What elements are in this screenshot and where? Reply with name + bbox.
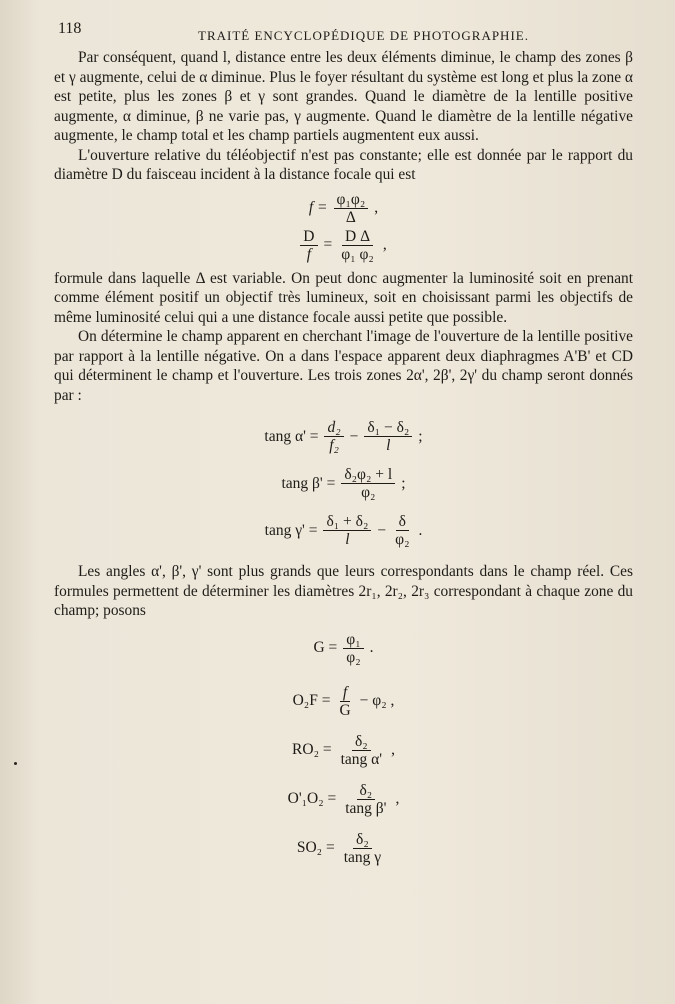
formula-tangents — [54, 419, 633, 548]
paragraph: Les angles α', β', γ' sont plus grands que leurs correspondants dans le champ réel. Ces formules permettent de déterminer les diamètres 2r₁, 2r₂, 2r₃ correspondant à chaque zone du champ; posons — [54, 563, 633, 619]
paragraph: On détermine le champ apparent en cherchant l'image de l'ouverture de la lentille positive par rapport à la lentille négative. On a dans l'espace apparent deux diaphragmes A'B' et CD qui déterminent le champ et l'ouverture. Les trois zones 2α', 2β', 2γ' du champ seront donnés par : — [54, 328, 633, 404]
formula-aperture: $\frac{D}{f}$ = $\frac{\text{D Δ}}{\text{φ₁ φ₂}}$ , — [54, 228, 633, 263]
formula-RO2: RO₂ = $\frac{\text{δ₂}}{\text{tang α'}}$ , — [292, 732, 395, 768]
formula-diameters — [54, 631, 633, 866]
paragraph: formule dans laquelle Δ est variable. On peut donc augmenter la luminosité soit en prenant comme élément positif un objectif très lumineux, soit en choisissant parmi les objectifs de même luminosité celui qui a une distance focale aussi petite que possible. — [54, 269, 633, 326]
page-number: 118 — [58, 20, 82, 37]
ink-speck — [14, 762, 17, 765]
formula-O2F: O₂F = $\frac{f}{G}$ − φ₂ , — [292, 683, 395, 719]
formula-SO2: SO₂ = $\frac{\text{δ₂}}{\text{tang γ}}$ — [296, 830, 382, 866]
paragraph: Par conséquent, quand l, distance entre les deux éléments diminue, le champ des zones β et γ augmente, celui de α diminue. Plus le foyer résultant du système est long et plus la zone α est petite, plus les zones β et γ sont grandes. Quand le diamètre de la lentille positive augmente, α diminue, β ne varie pas, γ augmente. Quand le diamètre de la lentille négative augmente, le champ total et les champ partiels augmentent eux aussi. — [54, 49, 633, 144]
running-title: TRAITÉ ENCYCLOPÉDIQUE DE PHOTOGRAPHIE. — [198, 28, 529, 43]
formula-tang-gamma: tang γ' = $\frac{\text{δ₁ + δ₂}}{l}$ − $\frac{\delta}{\text{φ₂}}$ . — [264, 513, 423, 548]
formula-tang-alpha: tang α' = $\frac{\text{d₂}}{\text{f₂}}$ − $\frac{\text{δ₁ − δ₂}}{l}$ ; — [264, 419, 423, 454]
formula-tang-beta: tang β' = $\frac{\text{δ₂φ₂ + l}}{\text{φ₂}}$ ; — [281, 466, 406, 501]
formula-G: G = $\frac{\text{φ₁}}{\text{φ₂}}$ . — [313, 630, 374, 666]
formula-focal: f = $\frac{\text{φ₁φ₂}}{\Delta}$ , $\frac{D}{f}$ = $\frac{\text{D Δ}}{\text{φ₁ φ₂}}$ , — [54, 191, 633, 263]
formula-O1O2: O'₁O₂ = $\frac{\text{δ₂}}{\text{tang β'}}$ , — [287, 781, 400, 817]
paragraph: L'ouverture relative du téléobjectif n'est pas constante; elle est donnée par le rapport du diamètre D du faisceau incident à la distance focale qui est — [54, 146, 633, 183]
page-header — [54, 18, 633, 48]
